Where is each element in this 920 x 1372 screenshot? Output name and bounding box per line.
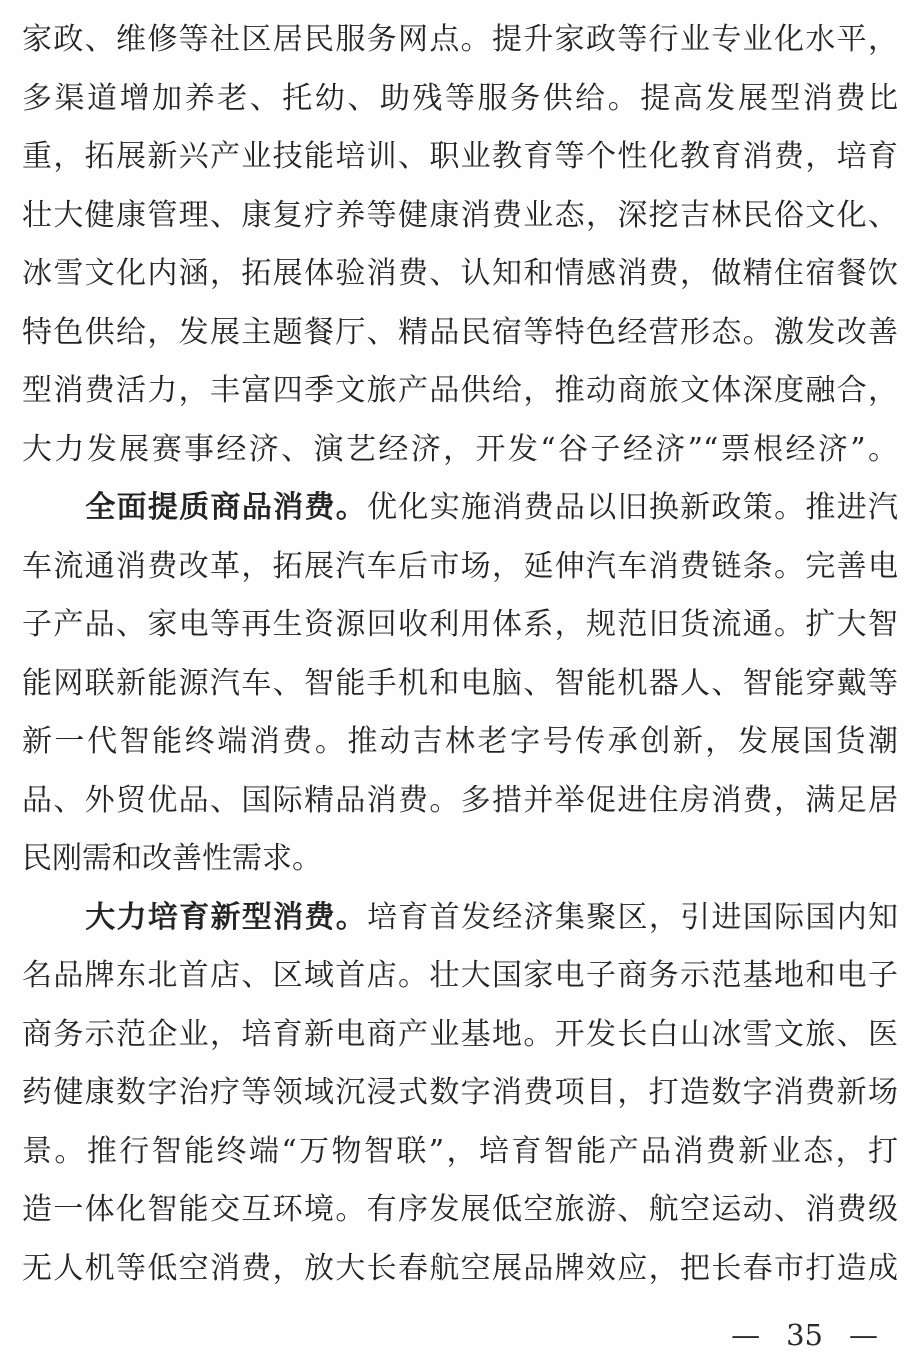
text-line: [22, 304, 898, 363]
line-text: 景。推行智能终端“万物智联”，培育智能产品消费新业态，打: [22, 1133, 898, 1169]
text-line: [22, 1064, 898, 1123]
line-text: 新一代智能终端消费。推动吉林老字号传承创新，发展国货潮: [22, 724, 898, 759]
text-line: [22, 889, 898, 948]
text-line: [22, 1181, 898, 1240]
text-line: [22, 70, 898, 129]
paragraph-indent: [22, 926, 84, 927]
text-line: [22, 187, 898, 246]
paragraph-lead: 大力培育新型消费。: [84, 899, 368, 935]
line-text: 商务示范企业，培育新电商产业基地。开发长白山冰雪文旅、医: [22, 1016, 898, 1052]
text-line: [22, 713, 898, 772]
text-line: [22, 245, 898, 304]
line-text: 壮大健康管理、康复疗养等健康消费业态，深挖吉林民俗文化、: [22, 197, 898, 233]
paragraph-indent: [22, 516, 84, 517]
text-line: [22, 655, 898, 714]
line-text: 民刚需和改善性需求。: [22, 841, 322, 876]
line-text: 型消费活力，丰富四季文旅产品供给，推动商旅文体深度融合，: [22, 373, 898, 408]
line-text: 重，拓展新兴产业技能培训、职业教育等个性化教育消费，培育: [22, 139, 898, 174]
footer-dash-right: —: [849, 1318, 878, 1352]
text-line: [22, 479, 898, 538]
footer-dash-left: —: [731, 1318, 761, 1352]
line-text: 子产品、家电等再生资源回收利用体系，规范旧货流通。扩大智: [22, 607, 898, 642]
line-text: 能网联新能源汽车、智能手机和电脑、智能机器人、智能穿戴等: [22, 665, 898, 701]
line-text: 大力发展赛事经济、演艺经济，开发“谷子经济”“票根经济”。: [22, 431, 898, 467]
line-text: 无人机等低空消费，放大长春航空展品牌效应，把长春市打造成: [22, 1250, 898, 1286]
text-line: [22, 421, 898, 480]
line-text: 培育首发经济集聚区，引进国际国内知: [367, 899, 899, 935]
line-text: 药健康数字治疗等领域沉浸式数字消费项目，打造数字消费新场: [22, 1075, 898, 1110]
text-line: [22, 1240, 898, 1299]
line-text: 特色供给，发展主题餐厅、精品民宿等特色经营形态。激发改善: [22, 314, 898, 350]
text-line: [22, 772, 898, 831]
line-text: 多渠道增加养老、托幼、助残等服务供给。提高发展型消费比: [22, 80, 898, 116]
text-line: [22, 947, 898, 1006]
page-number: 35: [786, 1318, 823, 1352]
line-text: 家政、维修等社区居民服务网点。提升家政等行业专业化水平，: [22, 22, 898, 57]
text-line: [22, 1006, 898, 1065]
text-line: [22, 11, 898, 70]
page-footer: [731, 1318, 878, 1352]
text-line: [22, 362, 898, 421]
text-line: [22, 596, 898, 655]
line-text: 造一体化智能交互环境。有序发展低空旅游、航空运动、消费级: [22, 1192, 898, 1227]
text-block: [22, 11, 898, 1298]
line-text: 品、外贸优品、国际精品消费。多措并举促进住房消费，满足居: [22, 782, 898, 818]
line-text: 优化实施消费品以旧换新政策。推进汽: [367, 490, 899, 525]
paragraph-lead: 全面提质商品消费。: [84, 490, 368, 525]
text-line: [22, 128, 898, 187]
line-text: 车流通消费改革，拓展汽车后市场，延伸汽车消费链条。完善电: [22, 548, 898, 584]
text-line: [22, 1123, 898, 1182]
text-line: [22, 538, 898, 597]
line-text: 名品牌东北首店、区域首店。壮大国家电子商务示范基地和电子: [22, 958, 898, 993]
text-line: [22, 830, 898, 889]
line-text: 冰雪文化内涵，拓展体验消费、认知和情感消费，做精住宿餐饮: [22, 256, 898, 291]
